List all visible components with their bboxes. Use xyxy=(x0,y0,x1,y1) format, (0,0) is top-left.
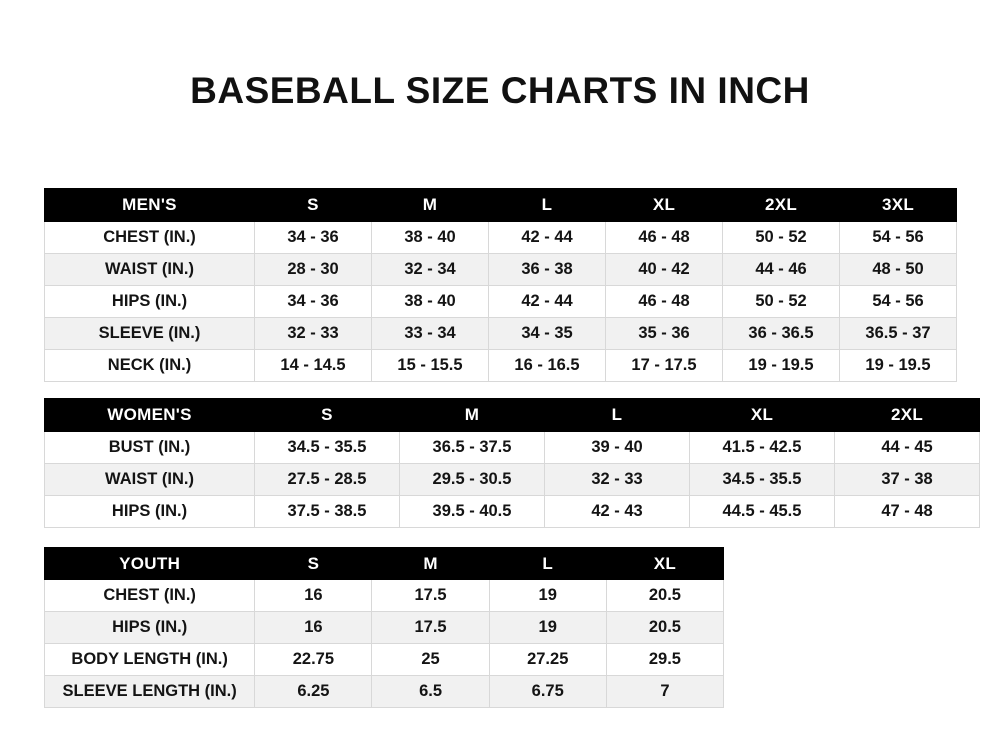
cell: 32 - 34 xyxy=(372,254,489,286)
cell: 6.25 xyxy=(255,676,372,708)
youth-chart-body xyxy=(45,580,724,708)
cell: 32 - 33 xyxy=(545,464,690,496)
cell: 16 xyxy=(255,580,372,612)
mens-column-header-m: M xyxy=(372,189,489,222)
cell: 42 - 44 xyxy=(489,222,606,254)
cell: 36 - 38 xyxy=(489,254,606,286)
table-row xyxy=(45,580,724,612)
cell: 38 - 40 xyxy=(372,222,489,254)
row-label: HIPS (IN.) xyxy=(45,286,255,318)
cell: 27.25 xyxy=(489,644,606,676)
cell: 46 - 48 xyxy=(606,286,723,318)
cell: 44 - 45 xyxy=(835,432,980,464)
row-label: WAIST (IN.) xyxy=(45,464,255,496)
row-label: CHEST (IN.) xyxy=(45,580,255,612)
cell: 38 - 40 xyxy=(372,286,489,318)
row-label: BODY LENGTH (IN.) xyxy=(45,644,255,676)
youth-column-header-l: L xyxy=(489,548,606,580)
youth-column-header-m: M xyxy=(372,548,489,580)
cell: 42 - 44 xyxy=(489,286,606,318)
cell: 27.5 - 28.5 xyxy=(255,464,400,496)
cell: 16 - 16.5 xyxy=(489,350,606,382)
row-label: CHEST (IN.) xyxy=(45,222,255,254)
table-row xyxy=(45,318,957,350)
cell: 41.5 - 42.5 xyxy=(690,432,835,464)
cell: 44.5 - 45.5 xyxy=(690,496,835,528)
youth-header-label: YOUTH xyxy=(45,548,255,580)
mens-chart-body xyxy=(45,222,957,382)
table-row xyxy=(45,350,957,382)
cell: 16 xyxy=(255,612,372,644)
cell: 36 - 36.5 xyxy=(723,318,840,350)
row-label: NECK (IN.) xyxy=(45,350,255,382)
cell: 32 - 33 xyxy=(255,318,372,350)
cell: 42 - 43 xyxy=(545,496,690,528)
row-label: SLEEVE LENGTH (IN.) xyxy=(45,676,255,708)
row-label: HIPS (IN.) xyxy=(45,612,255,644)
row-label: SLEEVE (IN.) xyxy=(45,318,255,350)
table-row xyxy=(45,286,957,318)
cell: 20.5 xyxy=(606,580,723,612)
table-row xyxy=(45,644,724,676)
row-label: WAIST (IN.) xyxy=(45,254,255,286)
cell: 35 - 36 xyxy=(606,318,723,350)
cell: 47 - 48 xyxy=(835,496,980,528)
cell: 34 - 36 xyxy=(255,286,372,318)
cell: 17 - 17.5 xyxy=(606,350,723,382)
mens-column-header-2xl: 2XL xyxy=(723,189,840,222)
youth-size-chart xyxy=(44,547,724,708)
cell: 36.5 - 37 xyxy=(840,318,957,350)
table-row xyxy=(45,254,957,286)
cell: 17.5 xyxy=(372,612,489,644)
cell: 6.5 xyxy=(372,676,489,708)
cell: 54 - 56 xyxy=(840,222,957,254)
cell: 44 - 46 xyxy=(723,254,840,286)
cell: 54 - 56 xyxy=(840,286,957,318)
cell: 19 xyxy=(489,580,606,612)
cell: 37 - 38 xyxy=(835,464,980,496)
cell: 34.5 - 35.5 xyxy=(690,464,835,496)
womens-column-header-xl: XL xyxy=(690,399,835,432)
mens-column-header-l: L xyxy=(489,189,606,222)
youth-column-header-xl: XL xyxy=(606,548,723,580)
cell: 46 - 48 xyxy=(606,222,723,254)
cell: 19 xyxy=(489,612,606,644)
cell: 7 xyxy=(606,676,723,708)
womens-chart-body xyxy=(45,432,980,528)
cell: 48 - 50 xyxy=(840,254,957,286)
womens-column-header-2xl: 2XL xyxy=(835,399,980,432)
cell: 33 - 34 xyxy=(372,318,489,350)
womens-chart-head xyxy=(45,399,980,432)
cell: 37.5 - 38.5 xyxy=(255,496,400,528)
youth-column-header-s: S xyxy=(255,548,372,580)
table-row xyxy=(45,432,980,464)
youth-chart-head xyxy=(45,548,724,580)
cell: 28 - 30 xyxy=(255,254,372,286)
cell: 6.75 xyxy=(489,676,606,708)
cell: 29.5 - 30.5 xyxy=(400,464,545,496)
womens-column-header-m: M xyxy=(400,399,545,432)
womens-size-chart xyxy=(44,398,980,528)
cell: 39 - 40 xyxy=(545,432,690,464)
table-row xyxy=(45,464,980,496)
cell: 17.5 xyxy=(372,580,489,612)
row-label: HIPS (IN.) xyxy=(45,496,255,528)
cell: 29.5 xyxy=(606,644,723,676)
womens-header-label: WOMEN'S xyxy=(45,399,255,432)
page-title: BASEBALL SIZE CHARTS IN INCH xyxy=(190,70,810,111)
table-header-row xyxy=(45,399,980,432)
cell: 25 xyxy=(372,644,489,676)
cell: 20.5 xyxy=(606,612,723,644)
cell: 14 - 14.5 xyxy=(255,350,372,382)
table-header-row xyxy=(45,548,724,580)
womens-column-header-s: S xyxy=(255,399,400,432)
cell: 34 - 35 xyxy=(489,318,606,350)
mens-chart-head xyxy=(45,189,957,222)
mens-column-header-xl: XL xyxy=(606,189,723,222)
cell: 22.75 xyxy=(255,644,372,676)
cell: 50 - 52 xyxy=(723,286,840,318)
cell: 15 - 15.5 xyxy=(372,350,489,382)
cell: 39.5 - 40.5 xyxy=(400,496,545,528)
womens-column-header-l: L xyxy=(545,399,690,432)
mens-column-header-3xl: 3XL xyxy=(840,189,957,222)
table-row xyxy=(45,612,724,644)
cell: 19 - 19.5 xyxy=(840,350,957,382)
cell: 19 - 19.5 xyxy=(723,350,840,382)
cell: 36.5 - 37.5 xyxy=(400,432,545,464)
table-row xyxy=(45,222,957,254)
mens-header-label: MEN'S xyxy=(45,189,255,222)
cell: 34 - 36 xyxy=(255,222,372,254)
table-header-row xyxy=(45,189,957,222)
cell: 40 - 42 xyxy=(606,254,723,286)
cell: 34.5 - 35.5 xyxy=(255,432,400,464)
row-label: BUST (IN.) xyxy=(45,432,255,464)
cell: 50 - 52 xyxy=(723,222,840,254)
table-row xyxy=(45,496,980,528)
table-row xyxy=(45,676,724,708)
mens-column-header-s: S xyxy=(255,189,372,222)
mens-size-chart xyxy=(44,188,957,382)
